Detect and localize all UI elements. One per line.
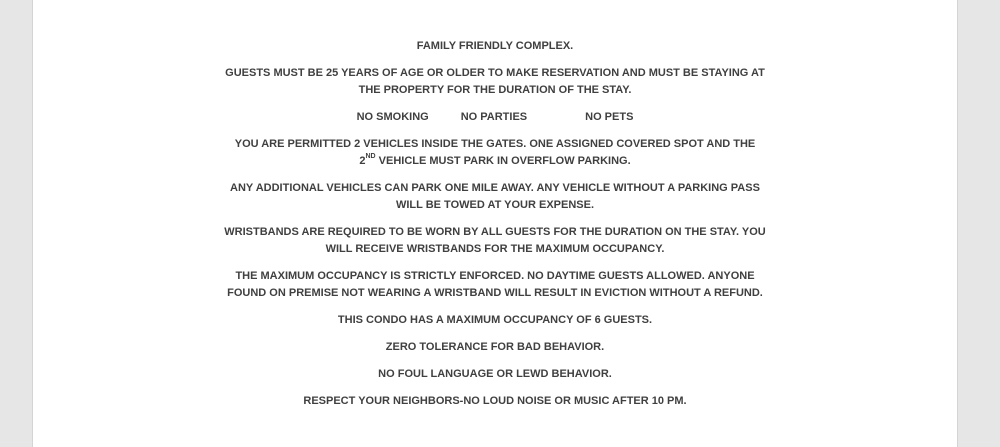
no-foul-language-text: NO FOUL LANGUAGE OR LEWD BEHAVIOR. [378, 368, 612, 380]
document-page [32, 0, 958, 447]
additional-vehicles-line-2: WILL BE TOWED AT YOUR EXPENSE. [395, 199, 595, 211]
respect-neighbors-paragraph [33, 393, 957, 410]
heading-text: FAMILY FRIENDLY COMPLEX. [416, 40, 574, 52]
prohibitions-row [33, 109, 957, 126]
vehicles-paragraph [33, 136, 957, 170]
respect-neighbors-text: RESPECT YOUR NEIGHBORS-NO LOUD NOISE OR MUSIC AFTER 10 PM. [303, 395, 687, 407]
age-rule-paragraph [33, 65, 957, 99]
additional-vehicles-paragraph [33, 180, 957, 214]
vehicles-line-2-text: VEHICLE MUST PARK IN OVERFLOW PARKING. [375, 155, 631, 167]
document-body [33, 38, 957, 420]
additional-vehicles-line-1: ANY ADDITIONAL VEHICLES CAN PARK ONE MILE AWAY. ANY VEHICLE WITHOUT A PARKING PASS [230, 182, 760, 194]
vehicles-line-1: YOU ARE PERMITTED 2 VEHICLES INSIDE THE GATES. ONE ASSIGNED COVERED SPOT AND THE [234, 138, 756, 150]
age-rule-line-1: GUESTS MUST BE 25 YEARS OF AGE OR OLDER TO MAKE RESERVATION AND MUST BE STAYING AT [225, 67, 765, 79]
wristbands-paragraph [33, 224, 957, 258]
occupancy-enforcement-line-1: THE MAXIMUM OCCUPANCY IS STRICTLY ENFORCED. NO DAYTIME GUESTS ALLOWED. ANYONE [235, 270, 755, 282]
no-pets-rule: NO PETS [585, 111, 634, 123]
zero-tolerance-paragraph [33, 339, 957, 356]
max-occupancy-text: THIS CONDO HAS A MAXIMUM OCCUPANCY OF 6 GUESTS. [337, 314, 653, 326]
max-occupancy-paragraph [33, 312, 957, 329]
occupancy-enforcement-paragraph [33, 268, 957, 302]
age-rule-line-2: THE PROPERTY FOR THE DURATION OF THE STAY. [358, 84, 632, 96]
wristbands-line-1: WRISTBANDS ARE REQUIRED TO BE WORN BY ALL GUESTS FOR THE DURATION ON THE STAY. YOU [224, 226, 766, 238]
occupancy-enforcement-line-2: FOUND ON PREMISE NOT WEARING A WRISTBAND WILL RESULT IN EVICTION WITHOUT A REFUND. [227, 287, 763, 299]
no-parties-rule: NO PARTIES [460, 111, 528, 123]
heading [33, 38, 957, 55]
wristbands-line-2: WILL RECEIVE WRISTBANDS FOR THE MAXIMUM OCCUPANCY. [325, 243, 665, 255]
vehicles-ordinal-suffix: ND [365, 153, 376, 161]
no-foul-language-paragraph [33, 366, 957, 383]
vehicles-line-2 [359, 155, 630, 167]
zero-tolerance-text: ZERO TOLERANCE FOR BAD BEHAVIOR. [385, 341, 605, 353]
no-smoking-rule: NO SMOKING [356, 111, 429, 123]
vehicles-ordinal-number: 2 [359, 155, 366, 167]
